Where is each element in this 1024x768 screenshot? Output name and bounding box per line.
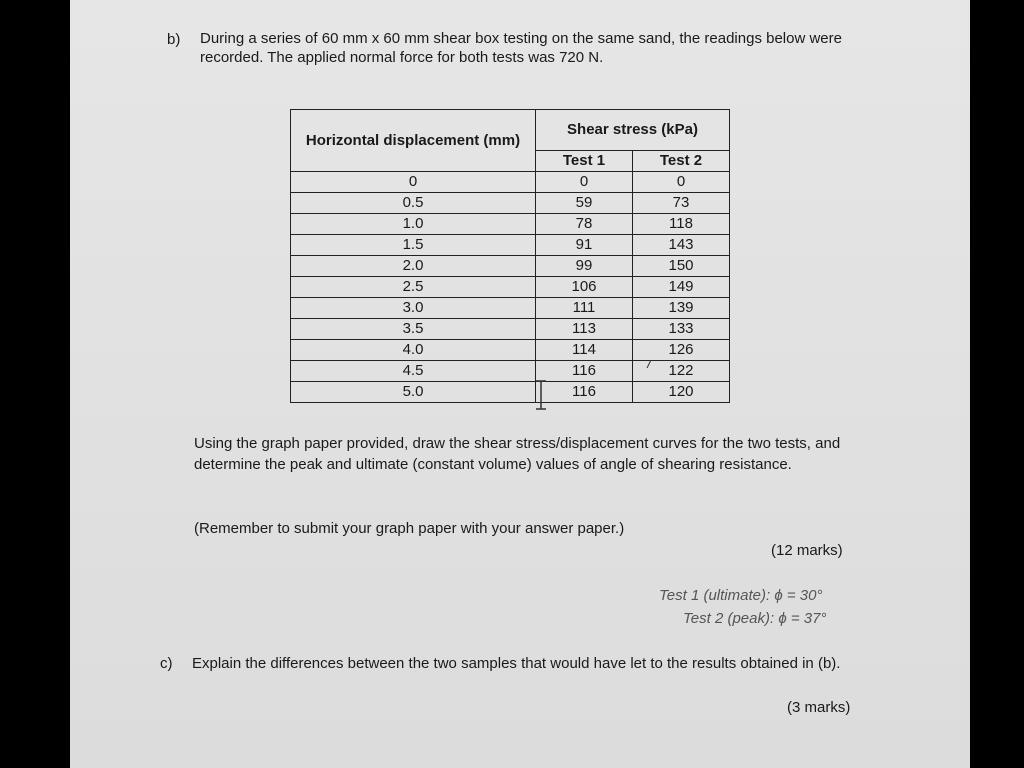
cell-displacement: 1.0	[291, 214, 536, 235]
cell-test1: 106	[536, 277, 633, 298]
text-cursor-icon	[534, 380, 548, 410]
cell-test2: 133	[633, 319, 730, 340]
cell-displacement: 2.5	[291, 277, 536, 298]
shear-data-table	[290, 109, 730, 403]
table-row	[291, 235, 730, 256]
cell-test1: 116	[536, 361, 633, 382]
instruction-text: Using the graph paper provided, draw the shear stress/displacement curves for the two tests, and determine the peak and ultimate (constant volume) values of angle of shearing resistance.	[194, 435, 841, 473]
header-test2: Test 2	[633, 151, 730, 172]
cell-test1: 0	[536, 172, 633, 193]
table-row	[291, 298, 730, 319]
table-body	[291, 172, 730, 403]
section-b-label: b)	[167, 31, 181, 48]
cell-test1: 111	[536, 298, 633, 319]
header-shear-stress: Shear stress (kPa)	[536, 110, 730, 151]
table-row	[291, 256, 730, 277]
cell-test2: 126	[633, 340, 730, 361]
header-displacement: Horizontal displacement (mm)	[291, 110, 536, 172]
table-row	[291, 277, 730, 298]
answer-test1: Test 1 (ultimate): ϕ = 30°	[659, 587, 823, 604]
cell-test2: 143	[633, 235, 730, 256]
cell-displacement: 2.0	[291, 256, 536, 277]
cell-test2: 122	[633, 361, 730, 382]
cell-test1: 114	[536, 340, 633, 361]
table-row	[291, 193, 730, 214]
cell-test1: 116	[536, 382, 633, 403]
cell-displacement: 5.0	[291, 382, 536, 403]
cell-displacement: 3.5	[291, 319, 536, 340]
cell-displacement: 0.5	[291, 193, 536, 214]
cell-displacement: 0	[291, 172, 536, 193]
cell-test2: 0	[633, 172, 730, 193]
cell-displacement: 4.0	[291, 340, 536, 361]
cell-test2: 150	[633, 256, 730, 277]
table-row	[291, 214, 730, 235]
cell-test2: 120	[633, 382, 730, 403]
cell-test2: 73	[633, 193, 730, 214]
table-row	[291, 340, 730, 361]
table-row	[291, 319, 730, 340]
marks-c: (3 marks)	[787, 699, 851, 716]
section-c-label: c)	[160, 655, 173, 672]
pencil-mark-icon	[646, 360, 652, 368]
table-row	[291, 382, 730, 403]
cell-test1: 99	[536, 256, 633, 277]
cell-test1: 113	[536, 319, 633, 340]
table-row	[291, 361, 730, 382]
marks-b: (12 marks)	[771, 542, 843, 559]
cell-test2: 118	[633, 214, 730, 235]
cell-test1: 59	[536, 193, 633, 214]
table-row	[291, 172, 730, 193]
section-c-question: Explain the differences between the two samples that would have let to the results obtained in (b).	[192, 655, 841, 672]
answer-test2: Test 2 (peak): ϕ = 37°	[683, 610, 827, 627]
header-test1: Test 1	[536, 151, 633, 172]
cell-test1: 78	[536, 214, 633, 235]
cell-displacement: 3.0	[291, 298, 536, 319]
reminder-text: (Remember to submit your graph paper with your answer paper.)	[194, 520, 625, 537]
cell-test1: 91	[536, 235, 633, 256]
cell-displacement: 1.5	[291, 235, 536, 256]
cell-test2: 139	[633, 298, 730, 319]
cell-test2: 149	[633, 277, 730, 298]
cell-displacement: 4.5	[291, 361, 536, 382]
section-b-question: During a series of 60 mm x 60 mm shear box testing on the same sand, the readings below were recorded. The applied normal force for both tests was 720 N.	[200, 30, 842, 66]
